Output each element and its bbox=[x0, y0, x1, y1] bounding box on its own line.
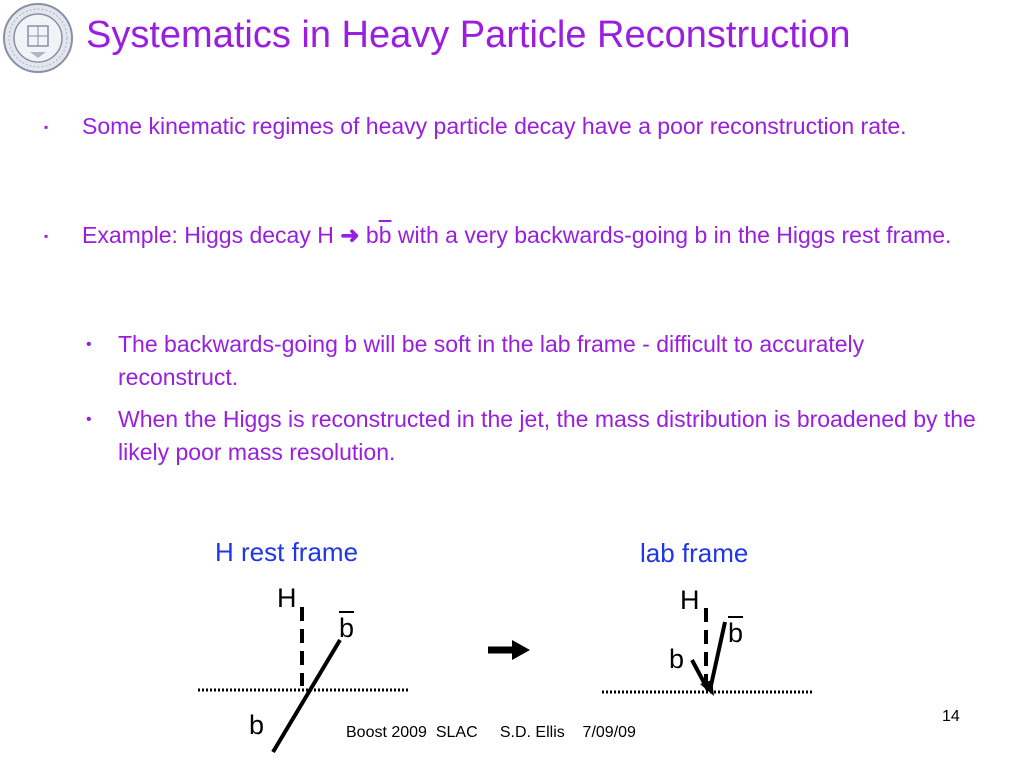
lab-frame-bbar-label: $\overline{b}$ bbox=[728, 618, 744, 648]
rest-frame-b-track bbox=[273, 640, 340, 752]
bullet-text-suffix: with a very backwards-going b in the Higgs rest frame. bbox=[391, 222, 952, 248]
rest-frame-b-label: b bbox=[249, 710, 265, 740]
square-bullet-icon: ▪ bbox=[44, 229, 49, 243]
square-bullet-icon: ▪ bbox=[44, 120, 49, 134]
bullet-text-prefix: Example: Higgs decay H bbox=[82, 222, 341, 248]
rest-frame-higgs-label: H bbox=[277, 583, 297, 613]
dot-bullet-icon: • bbox=[86, 336, 92, 353]
page-number: 14 bbox=[942, 708, 960, 725]
sub-bullet-text: The backwards-going b will be soft in the lab frame - difficult to accurately reconstruct. bbox=[118, 331, 865, 390]
rest-frame-label: H rest frame bbox=[215, 537, 359, 567]
lab-frame-bbar-track bbox=[710, 622, 725, 690]
b-quark-symbol: b bbox=[365, 222, 379, 248]
right-arrow-icon: ➜ bbox=[340, 222, 360, 248]
lab-frame-label: lab frame bbox=[640, 538, 749, 568]
rest-frame-bbar-label: $\overline{b}$ bbox=[339, 613, 355, 643]
bullet-text: Some kinematic regimes of heavy particle decay have a poor reconstruction rate. bbox=[82, 113, 907, 139]
lab-frame-higgs-label: H bbox=[680, 585, 700, 615]
slide-title: Systematics in Heavy Particle Reconstruction bbox=[86, 14, 851, 56]
lab-frame-b-label: b bbox=[669, 644, 685, 674]
sub-bullet-text: When the Higgs is reconstructed in the jet, the mass distribution is broadened by the likely poor mass resolution. bbox=[118, 406, 976, 465]
dot-bullet-icon: • bbox=[86, 411, 92, 428]
slide-footer: Boost 2009 SLAC S.D. Ellis 7/09/09 bbox=[346, 724, 636, 741]
transition-arrow-head bbox=[512, 640, 530, 660]
b-antiquark-symbol: $\overline{b}$ bbox=[378, 222, 392, 248]
